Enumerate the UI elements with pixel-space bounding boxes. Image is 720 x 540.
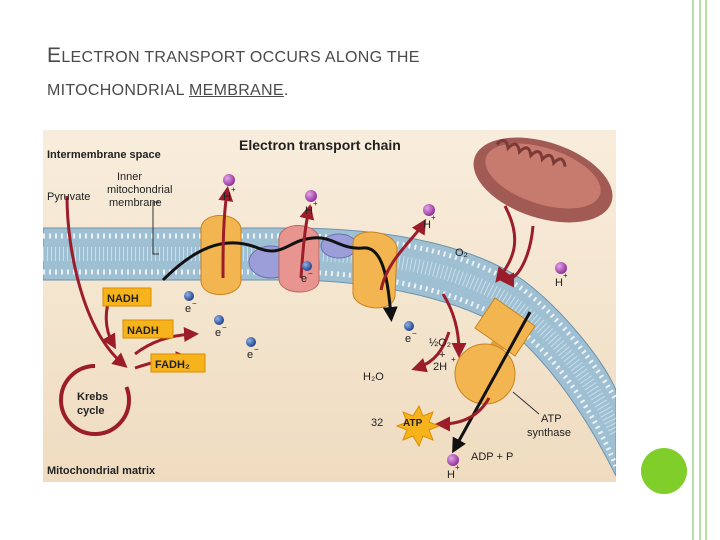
label-plus: + [563,271,568,280]
label-inner-2: mitochondrial [107,184,173,196]
label-h: H [223,191,231,203]
label-atp-synthase-1: ATP [541,413,562,425]
label-minus: − [254,345,259,354]
label-h: H [555,277,563,289]
label-h: H [447,469,455,481]
label-electron: e [247,349,254,361]
title-link-membrane[interactable]: MEMBRANE [189,82,284,99]
label-h: H [305,205,313,217]
diagram-heading: Electron transport chain [239,137,401,153]
slide-border-line [699,0,701,540]
label-inner-3: membrane [109,197,162,209]
label-atp-count: 32 [371,417,384,429]
slide-title-line-1 [47,44,420,68]
label-atp-synthase-2: synthase [527,427,572,439]
slide-border-line [705,0,707,540]
label-o2: O₂ [455,247,468,259]
label-minus: − [308,269,313,278]
label-krebs-2: cycle [77,405,105,417]
label-krebs-1: Krebs [77,391,109,403]
label-matrix: Mitochondrial matrix [47,465,156,477]
label-minus: − [222,323,227,332]
label-minus: − [192,299,197,308]
label-half-o2: ½O₂ [429,337,451,349]
label-plus: + [231,185,236,194]
label-plus: + [439,349,446,361]
label-h: H [423,219,431,231]
label-intermembrane: Intermembrane space [47,149,161,161]
label-plus: + [431,213,436,222]
label-electron: e [215,327,222,339]
label-plus: + [455,463,460,472]
label-electron: e [405,333,412,345]
label-plus: + [313,199,318,208]
label-nadh: NADH [107,293,139,305]
electron-transport-diagram [43,130,616,482]
label-electron: e [185,303,192,315]
label-2h: 2H [433,361,448,373]
decorative-green-circle [641,448,687,494]
label-minus: − [412,329,417,338]
title-text: LECTRON TRANSPORT OCCURS ALONG THE [61,49,420,66]
title-text: MITOCHONDRIAL [47,82,189,99]
complex-iii [279,225,319,292]
title-initial: E [47,44,62,67]
title-text: . [283,82,289,99]
label-adp: ADP + P [471,451,514,463]
slide-title-line-2 [47,82,289,100]
label-inner-1: Inner [117,171,143,183]
label-electron: e [301,273,308,285]
slide-border-line [692,0,694,540]
label-pyruvate: Pyruvate [47,191,91,203]
complex-i [201,215,241,294]
label-fadh2: FADH₂ [155,359,190,371]
label-atp: ATP [403,418,423,429]
label-nadh: NADH [127,325,159,337]
label-plus: + [451,355,456,364]
label-h2o: H₂O [363,371,384,383]
